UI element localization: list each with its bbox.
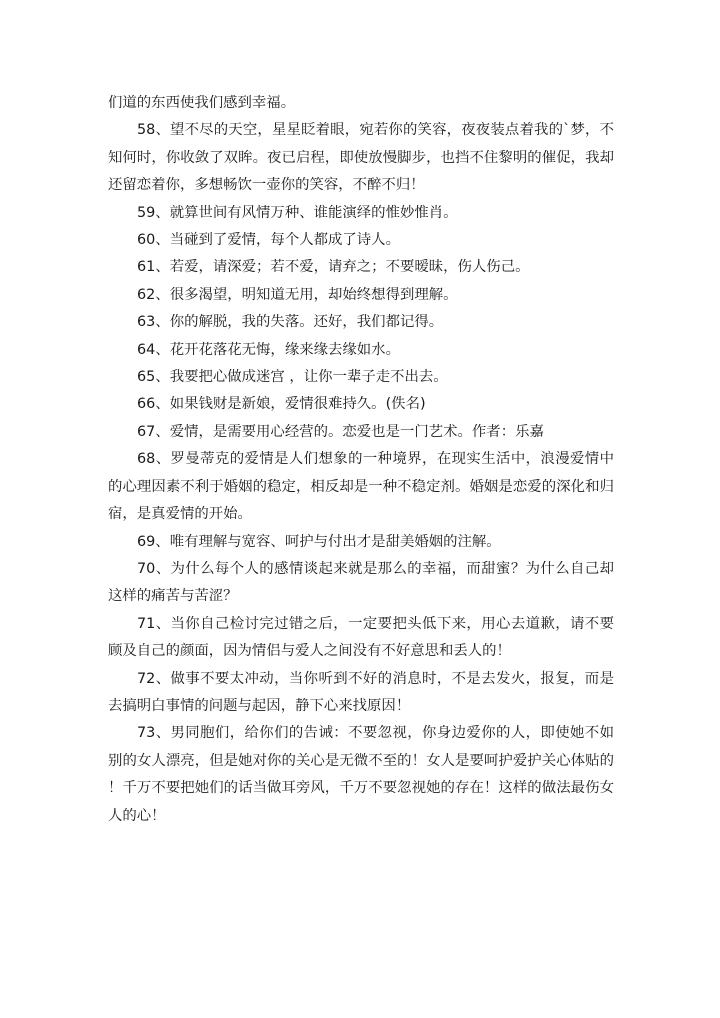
quote-item-60: 60、当碰到了爱情，每个人都成了诗人。 xyxy=(137,232,400,249)
quote-item-62: 62、很多渴望，明知道无用，却始终想得到理解。 xyxy=(137,286,458,303)
document-body xyxy=(108,90,614,830)
quote-item-68: 68、罗曼蒂克的爱情是人们想象的一种境界，在现实生活中，浪漫爱情中的心理因素不利于婚姻的稳定，相反却是一种不稳定剂。婚姻是恋爱的深化和归宿，是真爱情的开始。 xyxy=(108,451,614,523)
quote-item-71: 71、当你自己检讨完过错之后，一定要把头低下来，用心去道歉，请不要顾及自己的颜面，因为情侣与爱人之间没有不好意思和丢人的！ xyxy=(108,615,614,660)
quote-item-59: 59、就算世间有风情万种、谁能演绎的惟妙惟肖。 xyxy=(137,204,458,221)
quote-item-70: 70、为什么每个人的感情谈起来就是那么的幸福，而甜蜜？为什么自己却这样的痛苦与苦涩？ xyxy=(108,560,614,605)
quote-item-63: 63、你的解脱，我的失落。还好，我们都记得。 xyxy=(137,314,444,331)
quote-item-61: 61、若爱，请深爱；若不爱，请弃之；不要暧昧，伤人伤己。 xyxy=(137,259,530,276)
quote-item-64: 64、花开花落花无悔，缘来缘去缘如水。 xyxy=(137,341,400,358)
quote-item-66: 66、如果钱财是新娘，爱情很难持久。(佚名) xyxy=(137,396,426,413)
continuation-paragraph: 们道的东西使我们感到幸福。 xyxy=(108,95,296,111)
quote-item-65: 65、我要把心做成迷宫 ，让你一辈子走不出去。 xyxy=(137,369,448,386)
quote-item-72: 72、做事不要太冲动，当你听到不好的消息时，不是去发火，报复，而是去搞明白事情的问题与起因，静下心来找原因！ xyxy=(108,670,614,714)
quote-item-58: 58、望不尽的天空，星星眨着眼，宛若你的笑容，夜夜装点着我的`梦，不知何时，你收敛了双眸。夜已启程，即使放慢脚步，也挡不住黎明的催促，我却还留恋着你，多想畅饮一壶你的笑容，不醉不归！ xyxy=(108,122,614,194)
quote-item-73: 73、男同胞们，给你们的告诫：不要忽视，你身边爱你的人，即使她不如别的女人漂亮，但是她对你的关心是无微不至的！女人是要呵护爱护关心体贴的！千万不要把她们的话当做耳旁风，千万不要忽视她的存在！这样的做法最伤女人的心！ xyxy=(108,725,614,824)
quote-item-69: 69、唯有理解与宽容、呵护与付出才是甜美婚姻的注解。 xyxy=(137,533,501,550)
quote-item-67: 67、爱情，是需要用心经营的。恋爱也是一门艺术。作者：乐嘉 xyxy=(137,423,544,440)
